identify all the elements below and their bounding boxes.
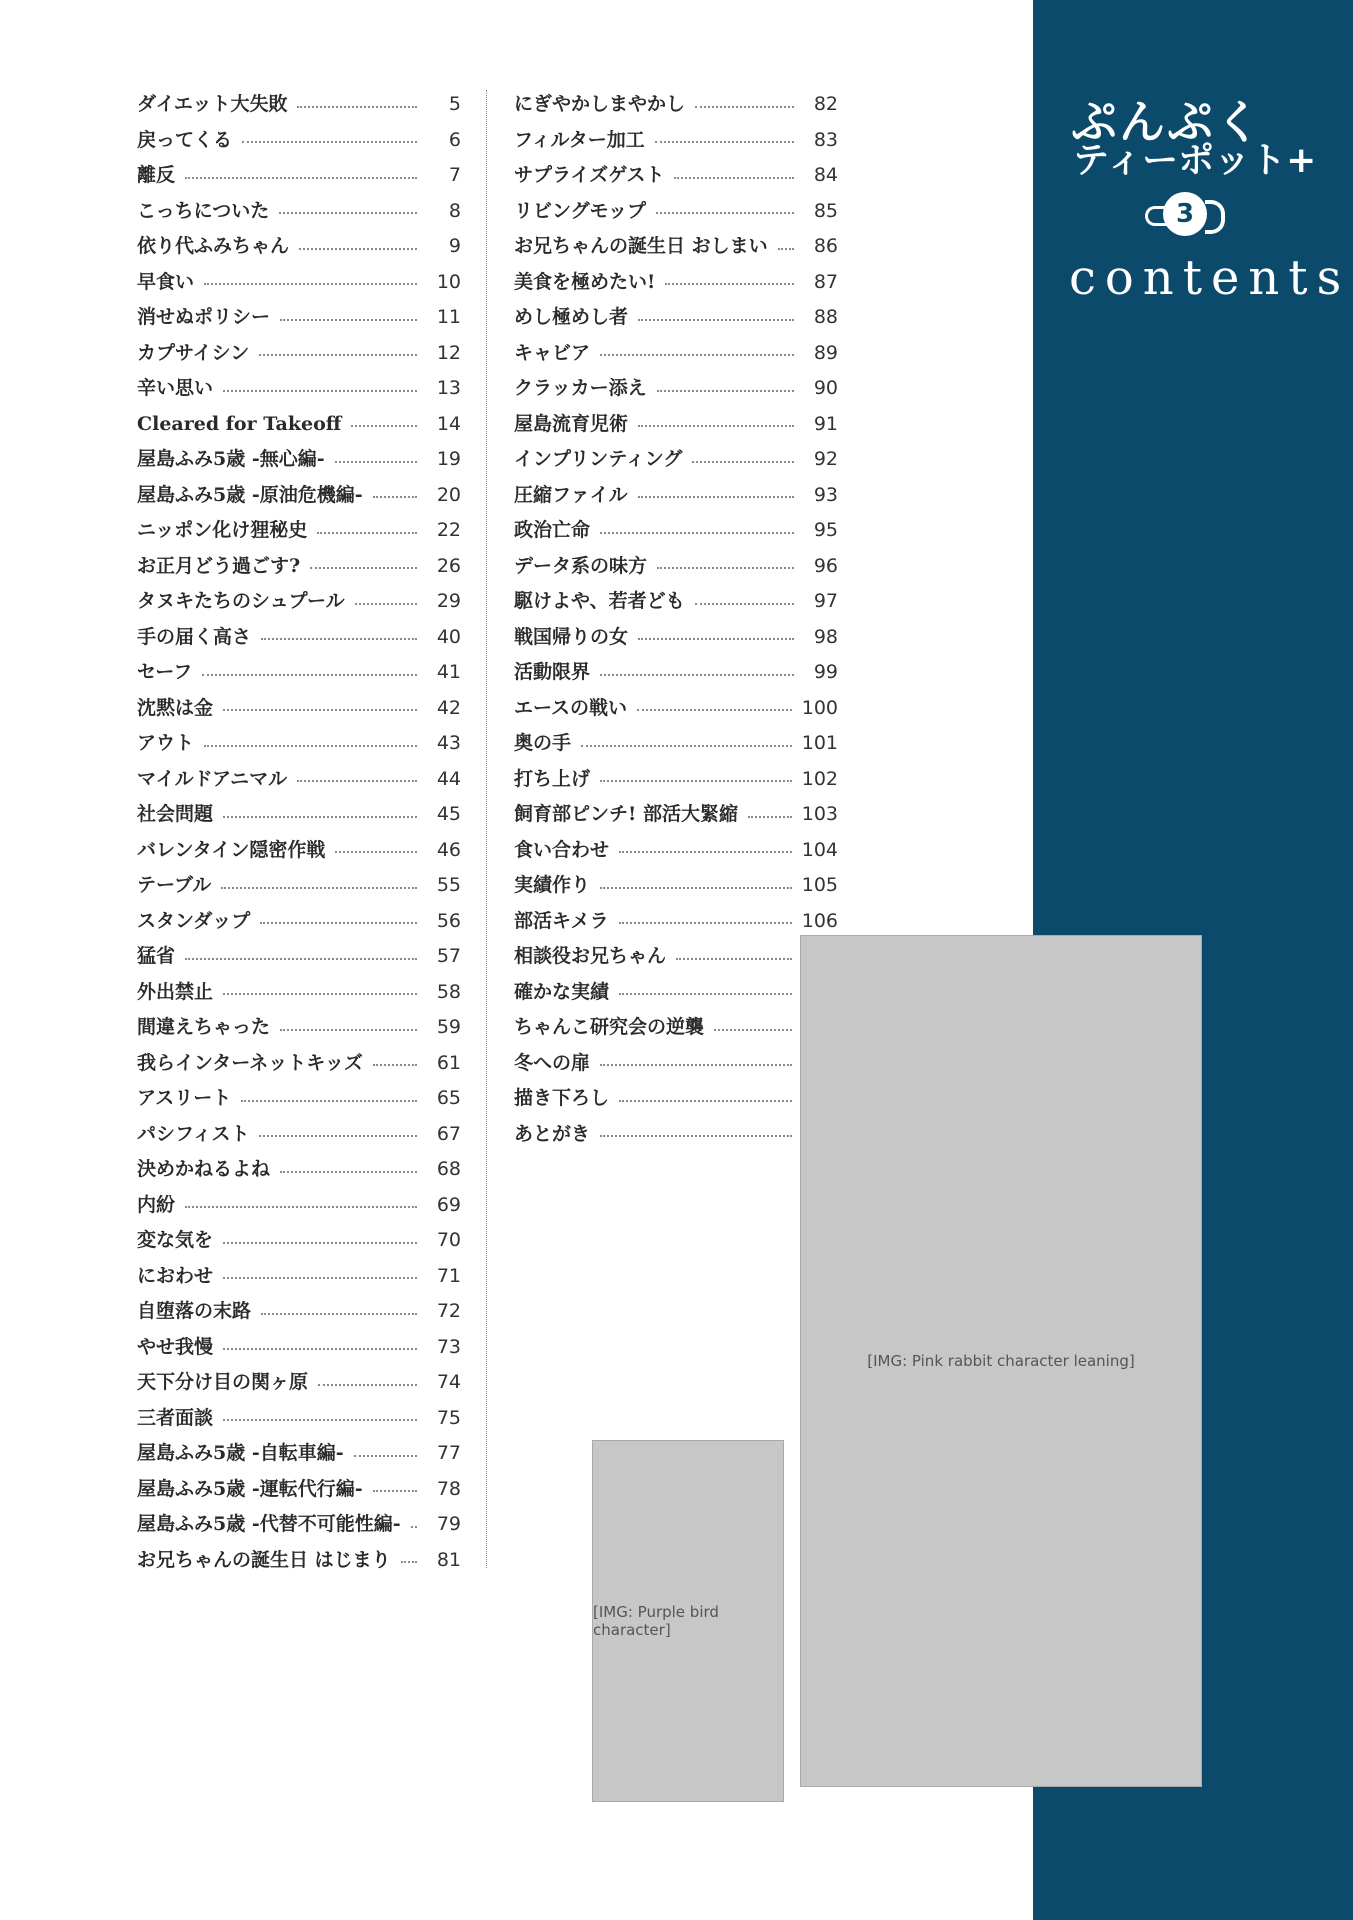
toc-entry-page: 86 (813, 235, 838, 258)
toc-entry-page: 101 (801, 732, 838, 755)
dot-leader (619, 851, 792, 853)
toc-entry-title: 自堕落の末路 (137, 1300, 252, 1323)
toc-entry-page: 57 (436, 945, 461, 968)
toc-entry-title: パシフィスト (137, 1122, 250, 1145)
toc-entry (514, 87, 838, 123)
toc-entry (137, 300, 461, 336)
toc-entry-page: 19 (436, 448, 461, 471)
toc-entry-page: 72 (436, 1300, 461, 1323)
toc-entry-page: 74 (436, 1371, 461, 1394)
toc-entry (137, 1401, 461, 1437)
toc-entry (137, 1507, 461, 1543)
dot-leader (260, 922, 417, 924)
toc-entry-page: 11 (436, 306, 461, 329)
dot-leader (310, 567, 417, 569)
toc-entry (137, 123, 461, 159)
toc-entry-title: 我らインターネットキッズ (137, 1051, 363, 1074)
toc-entry-title: エースの戦い (514, 696, 628, 719)
toc-entry-page: 88 (813, 306, 838, 329)
toc-entry-title: データ系の味方 (514, 554, 648, 577)
dot-leader (778, 248, 794, 250)
toc-entry-page: 42 (436, 696, 461, 719)
toc-entry-title: 外出禁止 (137, 980, 214, 1003)
toc-entry-title: あとがき (514, 1122, 591, 1145)
toc-entry (514, 123, 838, 159)
toc-entry-title: 駆けよや、若者ども (514, 590, 685, 613)
dot-leader (619, 1100, 792, 1102)
dot-leader (600, 532, 794, 534)
bird-illustration: [IMG: Purple bird character] (592, 1440, 784, 1802)
toc-entry (514, 620, 838, 656)
dot-leader (185, 177, 417, 179)
toc-entry-page: 70 (436, 1229, 461, 1252)
toc-entry-page: 22 (436, 519, 461, 542)
toc-entry (514, 158, 838, 194)
toc-entry (514, 265, 838, 301)
toc-entry-title: 天下分け目の関ヶ原 (137, 1371, 309, 1394)
toc-entry-page: 69 (436, 1193, 461, 1216)
dot-leader (204, 745, 417, 747)
toc-entry (137, 407, 461, 443)
toc-entry (514, 904, 838, 940)
toc-entry-title: お兄ちゃんの誕生日 おしまい (514, 235, 768, 258)
toc-entry-page: 83 (813, 128, 838, 151)
dot-leader (600, 887, 792, 889)
toc-entry-title: 確かな実績 (514, 980, 610, 1003)
column-divider (486, 90, 487, 1568)
toc-entry-page: 14 (436, 412, 461, 435)
toc-entry-page: 89 (813, 341, 838, 364)
dot-leader (665, 283, 794, 285)
toc-entry (514, 691, 838, 727)
toc-entry-page: 102 (801, 767, 838, 790)
toc-entry (514, 1117, 838, 1153)
dot-leader (401, 1561, 417, 1563)
dot-leader (241, 1100, 417, 1102)
dot-leader (600, 780, 792, 782)
toc-entry-page: 46 (436, 838, 461, 861)
toc-entry (137, 691, 461, 727)
contents-heading: contents (1069, 250, 1351, 306)
toc-entry-page: 78 (436, 1477, 461, 1500)
dot-leader (280, 319, 417, 321)
toc-entry-page: 5 (448, 93, 461, 116)
dot-leader (221, 887, 417, 889)
toc-entry-title: 沈黙は金 (137, 696, 214, 719)
dot-leader (600, 1064, 792, 1066)
toc-entry (137, 584, 461, 620)
toc-entry-page: 10 (436, 270, 461, 293)
toc-entry (514, 762, 838, 798)
toc-entry-title: 圧縮ファイル (514, 483, 628, 506)
toc-entry-title: 社会問題 (137, 803, 214, 826)
toc-entry (514, 442, 838, 478)
dot-leader (204, 283, 417, 285)
toc-entry-title: お兄ちゃんの誕生日 はじまり (137, 1548, 391, 1571)
toc-entry-page: 55 (436, 874, 461, 897)
dot-leader (657, 390, 794, 392)
dot-leader (299, 248, 417, 250)
dot-leader (185, 958, 417, 960)
toc-entry-page: 58 (436, 980, 461, 1003)
toc-entry (514, 833, 838, 869)
toc-entry-title: 間違えちゃった (137, 1016, 271, 1039)
toc-entry-page: 67 (436, 1122, 461, 1145)
toc-entry-title: 猛省 (137, 945, 176, 968)
dot-leader (261, 638, 417, 640)
dot-leader (619, 922, 792, 924)
toc-entry-title: 変な気を (137, 1229, 214, 1252)
toc-entry-page: 75 (436, 1406, 461, 1429)
toc-column-left (137, 87, 461, 1578)
toc-entry-page: 99 (813, 661, 838, 684)
toc-entry-page: 20 (436, 483, 461, 506)
toc-entry-title: カプサイシン (137, 341, 250, 364)
dot-leader (692, 461, 794, 463)
toc-entry (137, 371, 461, 407)
dot-leader (411, 1526, 417, 1528)
toc-entry (137, 1188, 461, 1224)
toc-entry-title: 決めかねるよね (137, 1158, 271, 1181)
toc-entry (137, 1436, 461, 1472)
toc-entry (514, 513, 838, 549)
toc-entry-page: 104 (801, 838, 838, 861)
toc-column-right (514, 87, 838, 1152)
toc-entry (137, 1010, 461, 1046)
dot-leader (638, 638, 794, 640)
toc-entry (137, 939, 461, 975)
toc-entry-page: 56 (436, 909, 461, 932)
toc-entry-page: 40 (436, 625, 461, 648)
toc-entry-page: 7 (448, 164, 461, 187)
toc-entry (137, 478, 461, 514)
toc-entry (137, 1046, 461, 1082)
toc-entry-title: 奥の手 (514, 732, 572, 755)
toc-entry-title: 実績作り (514, 874, 591, 897)
dot-leader (355, 603, 417, 605)
toc-entry (137, 1081, 461, 1117)
rabbit-illustration: [IMG: Pink rabbit character leaning] (800, 935, 1202, 1787)
dot-leader (373, 496, 417, 498)
toc-entry-page: 68 (436, 1158, 461, 1181)
toc-entry (137, 549, 461, 585)
toc-entry-title: めし極めし者 (514, 306, 629, 329)
toc-entry (137, 1365, 461, 1401)
toc-entry (137, 868, 461, 904)
toc-entry (137, 904, 461, 940)
dot-leader (714, 1029, 792, 1031)
toc-entry-title: 描き下ろし (514, 1087, 610, 1110)
toc-entry (514, 229, 838, 265)
toc-entry-title: 屋島流育児術 (514, 412, 629, 435)
toc-entry-title: ダイエット大失敗 (137, 93, 288, 116)
toc-entry-page: 29 (436, 590, 461, 613)
toc-entry-page: 43 (436, 732, 461, 755)
toc-entry-title: テーブル (137, 874, 212, 897)
toc-entry-title: お正月どう過ごす? (137, 554, 301, 577)
toc-entry (514, 1010, 838, 1046)
toc-entry-page: 12 (436, 341, 461, 364)
toc-entry (137, 762, 461, 798)
toc-entry-title: 部活キメラ (514, 909, 609, 932)
toc-entry (137, 726, 461, 762)
dot-leader (317, 532, 417, 534)
logo-title-line2: ティーポット+ (1073, 140, 1317, 181)
toc-entry (137, 1543, 461, 1579)
toc-entry-page: 79 (436, 1513, 461, 1536)
dot-leader (261, 1313, 417, 1315)
toc-entry-page: 96 (813, 554, 838, 577)
toc-entry (137, 513, 461, 549)
toc-entry-title: マイルドアニマル (137, 767, 288, 790)
dot-leader (656, 212, 794, 214)
toc-entry-title: リビングモップ (514, 199, 647, 222)
toc-entry-title: 辛い思い (137, 377, 214, 400)
toc-entry-title: 内紛 (137, 1193, 176, 1216)
toc-entry-title: Cleared for Takeoff (137, 412, 342, 435)
toc-entry-title: 活動限界 (514, 661, 591, 684)
toc-entry-title: バレンタイン隠密作戦 (137, 838, 326, 861)
toc-entry-title: 屋島ふみ5歳 -運転代行編- (137, 1477, 363, 1500)
dot-leader (335, 461, 417, 463)
dot-leader (748, 816, 792, 818)
toc-entry-title: クラッカー添え (514, 377, 647, 400)
toc-entry-title: キャビア (514, 341, 591, 364)
toc-entry (137, 1330, 461, 1366)
toc-entry (514, 1081, 838, 1117)
dot-leader (600, 674, 794, 676)
dot-leader (600, 354, 794, 356)
toc-entry-title: 消せぬポリシー (137, 306, 271, 329)
dot-leader (280, 1171, 417, 1173)
dot-leader (354, 1455, 417, 1457)
toc-entry-page: 103 (801, 803, 838, 826)
dot-leader (223, 390, 417, 392)
dot-leader (657, 567, 794, 569)
dot-leader (223, 709, 417, 711)
toc-entry-title: 政治亡命 (514, 519, 591, 542)
toc-entry (514, 336, 838, 372)
toc-entry (137, 1259, 461, 1295)
toc-entry-page: 41 (436, 661, 461, 684)
toc-entry-title: 早食い (137, 270, 195, 293)
toc-entry-title: ニッポン化け狸秘史 (137, 519, 308, 542)
toc-entry-title: 三者面談 (137, 1406, 214, 1429)
dot-leader (297, 780, 417, 782)
toc-entry (137, 87, 461, 123)
toc-entry-page: 13 (436, 377, 461, 400)
toc-entry-title: におわせ (137, 1264, 214, 1287)
dot-leader (223, 1242, 417, 1244)
dot-leader (279, 212, 417, 214)
toc-entry-page: 8 (448, 199, 461, 222)
toc-entry-title: 離反 (137, 164, 176, 187)
toc-entry-page: 84 (813, 164, 838, 187)
toc-entry-title: 飼育部ピンチ! 部活大緊縮 (514, 803, 738, 826)
toc-entry (514, 584, 838, 620)
toc-entry (137, 442, 461, 478)
toc-entry-title: 戦国帰りの女 (514, 625, 629, 648)
dot-leader (202, 674, 417, 676)
toc-entry-page: 87 (813, 270, 838, 293)
logo-title-line1: ぷんぷく (1071, 95, 1263, 149)
dot-leader (373, 1064, 417, 1066)
toc-entry-page: 71 (436, 1264, 461, 1287)
toc-entry-page: 73 (436, 1335, 461, 1358)
dot-leader (223, 1419, 417, 1421)
toc-entry (137, 1223, 461, 1259)
dot-leader (695, 106, 794, 108)
toc-entry (137, 1472, 461, 1508)
dot-leader (259, 1135, 417, 1137)
dot-leader (223, 1348, 417, 1350)
toc-entry-page: 90 (813, 377, 838, 400)
dot-leader (373, 1490, 417, 1492)
toc-entry (137, 1294, 461, 1330)
toc-entry (514, 478, 838, 514)
toc-entry (137, 229, 461, 265)
dot-leader (619, 993, 792, 995)
toc-entry-title: インプリンティング (514, 448, 683, 471)
dot-leader (318, 1384, 417, 1386)
toc-entry-title: スタンダップ (137, 909, 251, 932)
toc-entry-title: タヌキたちのシュプール (137, 590, 345, 613)
toc-entry (514, 655, 838, 691)
toc-entry (137, 336, 461, 372)
toc-entry-title: ちゃんこ研究会の逆襲 (514, 1016, 705, 1039)
toc-entry-title: 冬への扉 (514, 1051, 591, 1074)
dot-leader (638, 425, 794, 427)
dot-leader (674, 177, 794, 179)
dot-leader (638, 319, 794, 321)
toc-entry-page: 9 (448, 235, 461, 258)
dot-leader (185, 1206, 417, 1208)
toc-entry (514, 868, 838, 904)
dot-leader (223, 1277, 417, 1279)
toc-entry-page: 105 (801, 874, 838, 897)
toc-entry-title: 屋島ふみ5歳 -原油危機編- (137, 483, 363, 506)
dot-leader (695, 603, 794, 605)
toc-entry-title: アウト (137, 732, 195, 755)
toc-entry-title: にぎやかしまやかし (514, 93, 686, 116)
toc-entry-title: 食い合わせ (514, 838, 610, 861)
toc-entry (137, 655, 461, 691)
toc-entry-page: 6 (448, 128, 461, 151)
toc-entry (137, 194, 461, 230)
toc-entry (514, 726, 838, 762)
toc-entry-page: 82 (813, 93, 838, 116)
toc-entry (514, 407, 838, 443)
toc-entry-page: 81 (436, 1548, 461, 1571)
toc-entry (514, 549, 838, 585)
dot-leader (242, 141, 417, 143)
dot-leader (581, 745, 792, 747)
toc-entry (514, 975, 838, 1011)
toc-entry-title: やせ我慢 (137, 1335, 214, 1358)
dot-leader (676, 958, 792, 960)
toc-entry-page: 61 (436, 1051, 461, 1074)
toc-entry-page: 45 (436, 803, 461, 826)
dot-leader (335, 851, 417, 853)
toc-entry (137, 975, 461, 1011)
dot-leader (223, 816, 417, 818)
toc-entry-page: 59 (436, 1016, 461, 1039)
toc-entry-title: こっちについた (137, 199, 270, 222)
toc-entry-page: 65 (436, 1087, 461, 1110)
toc-entry-title: 屋島ふみ5歳 -自転車編- (137, 1442, 344, 1465)
toc-entry (514, 1046, 838, 1082)
toc-entry (137, 620, 461, 656)
toc-entry-title: セーフ (137, 661, 193, 684)
toc-entry-page: 95 (813, 519, 838, 542)
toc-entry-page: 97 (813, 590, 838, 613)
toc-entry-page: 91 (813, 412, 838, 435)
toc-entry-title: 打ち上げ (514, 767, 591, 790)
toc-entry-page: 85 (813, 199, 838, 222)
toc-entry (137, 797, 461, 833)
dot-leader (223, 993, 417, 995)
volume-number-badge: 3 (1163, 192, 1207, 236)
toc-entry-page: 93 (813, 483, 838, 506)
dot-leader (351, 425, 417, 427)
toc-entry (514, 371, 838, 407)
toc-entry-page: 92 (813, 448, 838, 471)
toc-entry-title: 戻ってくる (137, 128, 233, 151)
toc-entry-title: 屋島ふみ5歳 -代替不可能性編- (137, 1513, 401, 1536)
teapot-handle-icon (1205, 200, 1225, 234)
toc-entry (137, 1152, 461, 1188)
toc-entry-title: 相談役お兄ちゃん (514, 945, 667, 968)
toc-entry-page: 106 (801, 909, 838, 932)
toc-entry-title: 手の届く高さ (137, 625, 252, 648)
dot-leader (297, 106, 417, 108)
toc-entry (137, 1117, 461, 1153)
toc-entry-title: 屋島ふみ5歳 -無心編- (137, 448, 325, 471)
toc-entry (514, 300, 838, 336)
toc-entry (137, 833, 461, 869)
toc-entry-title: フィルター加工 (514, 128, 645, 151)
toc-entry-title: アスリート (137, 1087, 232, 1110)
toc-entry (137, 265, 461, 301)
toc-entry (514, 194, 838, 230)
toc-entry-page: 100 (801, 696, 838, 719)
toc-entry-title: サプライズゲスト (514, 164, 665, 187)
toc-entry-page: 77 (436, 1442, 461, 1465)
dot-leader (637, 709, 792, 711)
dot-leader (638, 496, 794, 498)
toc-entry (514, 797, 838, 833)
dot-leader (259, 354, 417, 356)
toc-entry (137, 158, 461, 194)
toc-entry-title: 依り代ふみちゃん (137, 235, 290, 258)
toc-entry-page: 26 (436, 554, 461, 577)
dot-leader (655, 141, 794, 143)
toc-entry-title: 美食を極めたい! (514, 270, 656, 293)
toc-entry (514, 939, 838, 975)
dot-leader (280, 1029, 417, 1031)
toc-entry-page: 44 (436, 767, 461, 790)
toc-entry-page: 98 (813, 625, 838, 648)
dot-leader (600, 1135, 792, 1137)
